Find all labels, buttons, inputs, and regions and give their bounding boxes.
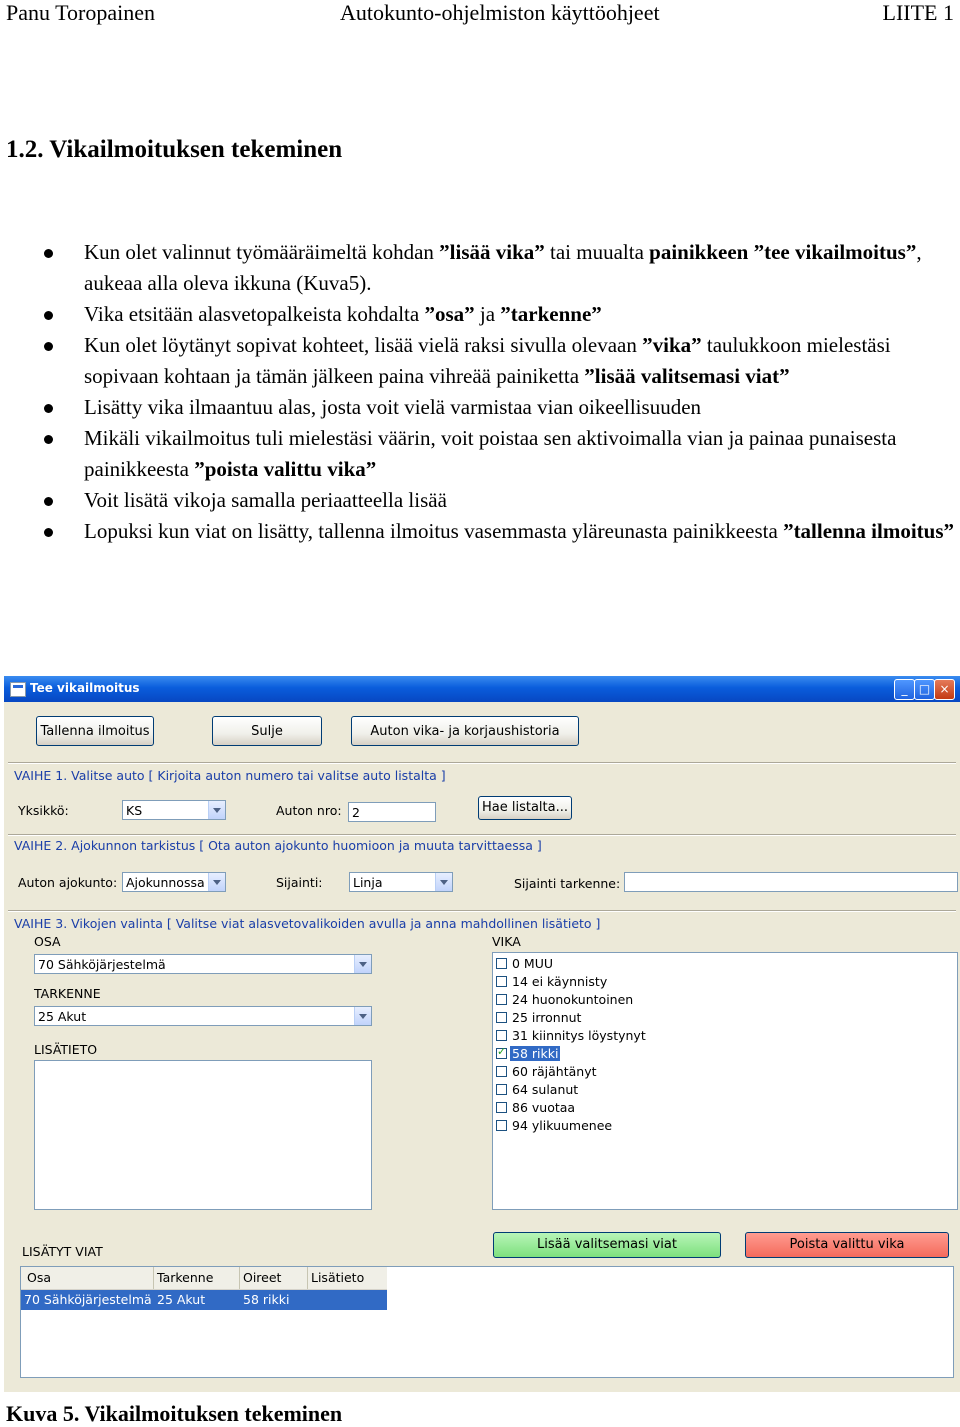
bold-text: ”vika”: [642, 333, 702, 357]
fault-item[interactable]: [496, 1063, 716, 1080]
fault-text: 60 räjähtänyt: [512, 1064, 597, 1079]
bold-text: ”lisää vika”: [439, 240, 545, 264]
chevron-down-icon[interactable]: [354, 1007, 371, 1025]
table-cell: 70 Sähköjärjestelmä: [24, 1292, 152, 1307]
window-title: Tee vikailmoitus: [30, 681, 140, 695]
part-label: OSA: [34, 934, 61, 949]
column-header[interactable]: Lisätieto: [311, 1270, 365, 1285]
car-number-input[interactable]: 2: [348, 802, 436, 822]
text: taulukkoon mielestäsi sopivaan kohtaan ja tämän jälkeen paina vihreää painiketta: [84, 333, 891, 388]
figure-caption: Kuva 5. Vikailmoituksen tekeminen: [6, 1401, 343, 1426]
instruction-list: [0, 237, 960, 547]
bold-text: ”lisää valitsemasi viat”: [584, 364, 790, 388]
bullet-dot: [44, 342, 53, 351]
close-icon[interactable]: ×: [934, 679, 955, 700]
text: Kun olet valinnut työmääräimeltä kohdan: [84, 240, 440, 264]
added-faults-table: [20, 1266, 954, 1378]
divider: [8, 834, 956, 836]
bold-text: ”osa”: [424, 302, 475, 326]
text: Voit lisätä vikoja samalla periaatteella lisää: [84, 488, 447, 512]
checkbox[interactable]: [496, 1066, 507, 1077]
checkbox[interactable]: [496, 1120, 507, 1131]
list-item: [0, 330, 960, 392]
part-select[interactable]: [34, 954, 372, 974]
bullet-dot: [44, 435, 53, 444]
fault-label: VIKA: [492, 934, 521, 949]
fault-report-window: [4, 676, 960, 1392]
column-header[interactable]: Tarkenne: [157, 1270, 214, 1285]
fault-item[interactable]: [496, 991, 716, 1008]
text: ja: [474, 302, 501, 326]
chevron-down-icon[interactable]: [435, 873, 452, 891]
fault-item[interactable]: [496, 973, 716, 990]
text: Lisätty vika ilmaantuu alas, josta voit vielä varmistaa vian oikeellisuuden: [84, 395, 702, 419]
list-item: [0, 392, 960, 423]
car-number-label: Auton nro:: [276, 803, 342, 818]
text: , aukeaa alla oleva ikkuna (Kuva5).: [84, 240, 922, 295]
condition-select[interactable]: [122, 872, 226, 892]
bullet-dot: [44, 497, 53, 506]
chevron-down-icon[interactable]: [354, 955, 371, 973]
remove-fault-button[interactable]: Poista valittu vika: [745, 1232, 949, 1258]
fault-text: 24 huonokuntoinen: [512, 992, 634, 1007]
added-faults-label: LISÄTYT VIAT: [22, 1244, 103, 1259]
table-row[interactable]: [21, 1290, 387, 1310]
text: Vika etsitään alasvetopalkeista kohdalta: [84, 302, 425, 326]
bullet-dot: [44, 528, 53, 537]
unit-label: Yksikkö:: [18, 803, 69, 818]
fault-text: 0 MUU: [512, 956, 554, 971]
checkbox[interactable]: [496, 976, 507, 987]
fault-item[interactable]: [496, 1009, 716, 1026]
fault-text: 25 irronnut: [512, 1010, 582, 1025]
close-button[interactable]: Sulje: [212, 716, 322, 746]
bold-text: ”poista valittu vika”: [194, 457, 377, 481]
column-header[interactable]: Oireet: [243, 1270, 282, 1285]
bold-text: painikkeen ”tee vikailmoitus”: [649, 240, 917, 264]
text: Lopuksi kun viat on lisätty, tallenna ilmoitus vasemmasta yläreunasta painikkeesta: [84, 519, 784, 543]
spec-label: TARKENNE: [34, 986, 101, 1001]
text: Mikäli vikailmoitus tuli mielestäsi väärin, voit poistaa sen aktivoimalla vian ja painaa punaisesta painikkeesta: [84, 426, 897, 481]
checkbox[interactable]: [496, 1102, 507, 1113]
checkbox-checked[interactable]: [496, 1048, 507, 1059]
bullet-dot: [44, 311, 53, 320]
fault-item[interactable]: [496, 1027, 716, 1044]
history-button[interactable]: Auton vika- ja korjaushistoria: [351, 716, 579, 746]
fault-text: 58 rikki: [512, 1046, 559, 1061]
table-header: [21, 1267, 387, 1290]
condition-value: Ajokunnossa: [126, 875, 205, 890]
fault-item[interactable]: [496, 1081, 716, 1098]
spec-select[interactable]: [34, 1006, 372, 1026]
location-detail-label: Sijainti tarkenne:: [514, 876, 621, 891]
checkbox[interactable]: [496, 1084, 507, 1095]
fault-text: 31 kiinnitys löystynyt: [512, 1028, 646, 1043]
list-item: [0, 485, 960, 516]
chevron-down-icon[interactable]: [208, 801, 225, 819]
stage3-title: VAIHE 3. Vikojen valinta [ Valitse viat alasvetovalikoiden avulla ja anna mahdollinen lisätieto ]: [14, 916, 601, 931]
minimize-icon[interactable]: _: [894, 679, 915, 700]
maximize-icon[interactable]: □: [914, 679, 935, 700]
column-divider: [307, 1267, 308, 1289]
extra-info-label: LISÄTIETO: [34, 1042, 98, 1057]
divider: [8, 762, 956, 764]
fault-text: 86 vuotaa: [512, 1100, 576, 1115]
bullet-dot: [44, 404, 53, 413]
column-divider: [239, 1267, 240, 1289]
column-divider: [153, 1267, 154, 1289]
part-value: 70 Sähköjärjestelmä: [38, 957, 166, 972]
extra-info-textarea[interactable]: [34, 1060, 372, 1210]
bold-text: ”tallenna ilmoitus”: [783, 519, 954, 543]
header-appendix: LIITE 1: [882, 0, 954, 25]
search-list-button[interactable]: Hae listalta...: [478, 796, 572, 820]
window-icon: [10, 682, 26, 697]
column-header[interactable]: Osa: [27, 1270, 52, 1285]
location-label: Sijainti:: [276, 875, 323, 890]
fault-checklist: [492, 952, 958, 1210]
unit-value: KS: [126, 803, 143, 818]
chevron-down-icon[interactable]: [208, 873, 225, 891]
list-item: [0, 299, 960, 330]
add-faults-button[interactable]: Lisää valitsemasi viat: [493, 1232, 721, 1258]
fault-text: 14 ei käynnisty: [512, 974, 608, 989]
spec-value: 25 Akut: [38, 1009, 87, 1024]
list-item: [0, 423, 960, 485]
bold-text: ”tarkenne”: [500, 302, 602, 326]
stage2-title: VAIHE 2. Ajokunnon tarkistus [ Ota auton ajokunto huomioon ja muuta tarvittaessa ]: [14, 838, 542, 853]
list-item: [0, 516, 960, 547]
list-item: [0, 237, 960, 299]
text: Kun olet löytänyt sopivat kohteet, lisää vielä raksi sivulla olevaan: [84, 333, 643, 357]
bullet-dot: [44, 249, 53, 258]
location-value: Linja: [353, 875, 383, 890]
fault-text: 64 sulanut: [512, 1082, 579, 1097]
title-bar: [4, 676, 960, 702]
fault-item[interactable]: [496, 955, 716, 972]
table-cell: 58 rikki: [243, 1292, 290, 1307]
header-doc-title: Autokunto-ohjelmiston käyttöohjeet: [340, 0, 660, 25]
checkbox[interactable]: [496, 958, 507, 969]
table-cell: 25 Akut: [157, 1292, 206, 1307]
fault-item[interactable]: [496, 1117, 716, 1134]
unit-select[interactable]: [122, 800, 226, 820]
location-detail-input[interactable]: [624, 872, 958, 892]
save-report-button[interactable]: Tallenna ilmoitus: [36, 716, 154, 746]
checkbox[interactable]: [496, 994, 507, 1005]
divider: [8, 910, 956, 912]
stage1-title: VAIHE 1. Valitse auto [ Kirjoita auton numero tai valitse auto listalta ]: [14, 768, 446, 783]
fault-item-selected[interactable]: [496, 1045, 716, 1062]
section-title: 1.2. Vikailmoituksen tekeminen: [6, 136, 343, 163]
fault-text: 94 ylikuumenee: [512, 1118, 613, 1133]
fault-item[interactable]: [496, 1099, 716, 1116]
checkbox[interactable]: [496, 1012, 507, 1023]
condition-label: Auton ajokunto:: [18, 875, 118, 890]
text: tai muualta: [544, 240, 650, 264]
header-author: Panu Toropainen: [6, 0, 155, 25]
location-select[interactable]: [349, 872, 453, 892]
checkbox[interactable]: [496, 1030, 507, 1041]
